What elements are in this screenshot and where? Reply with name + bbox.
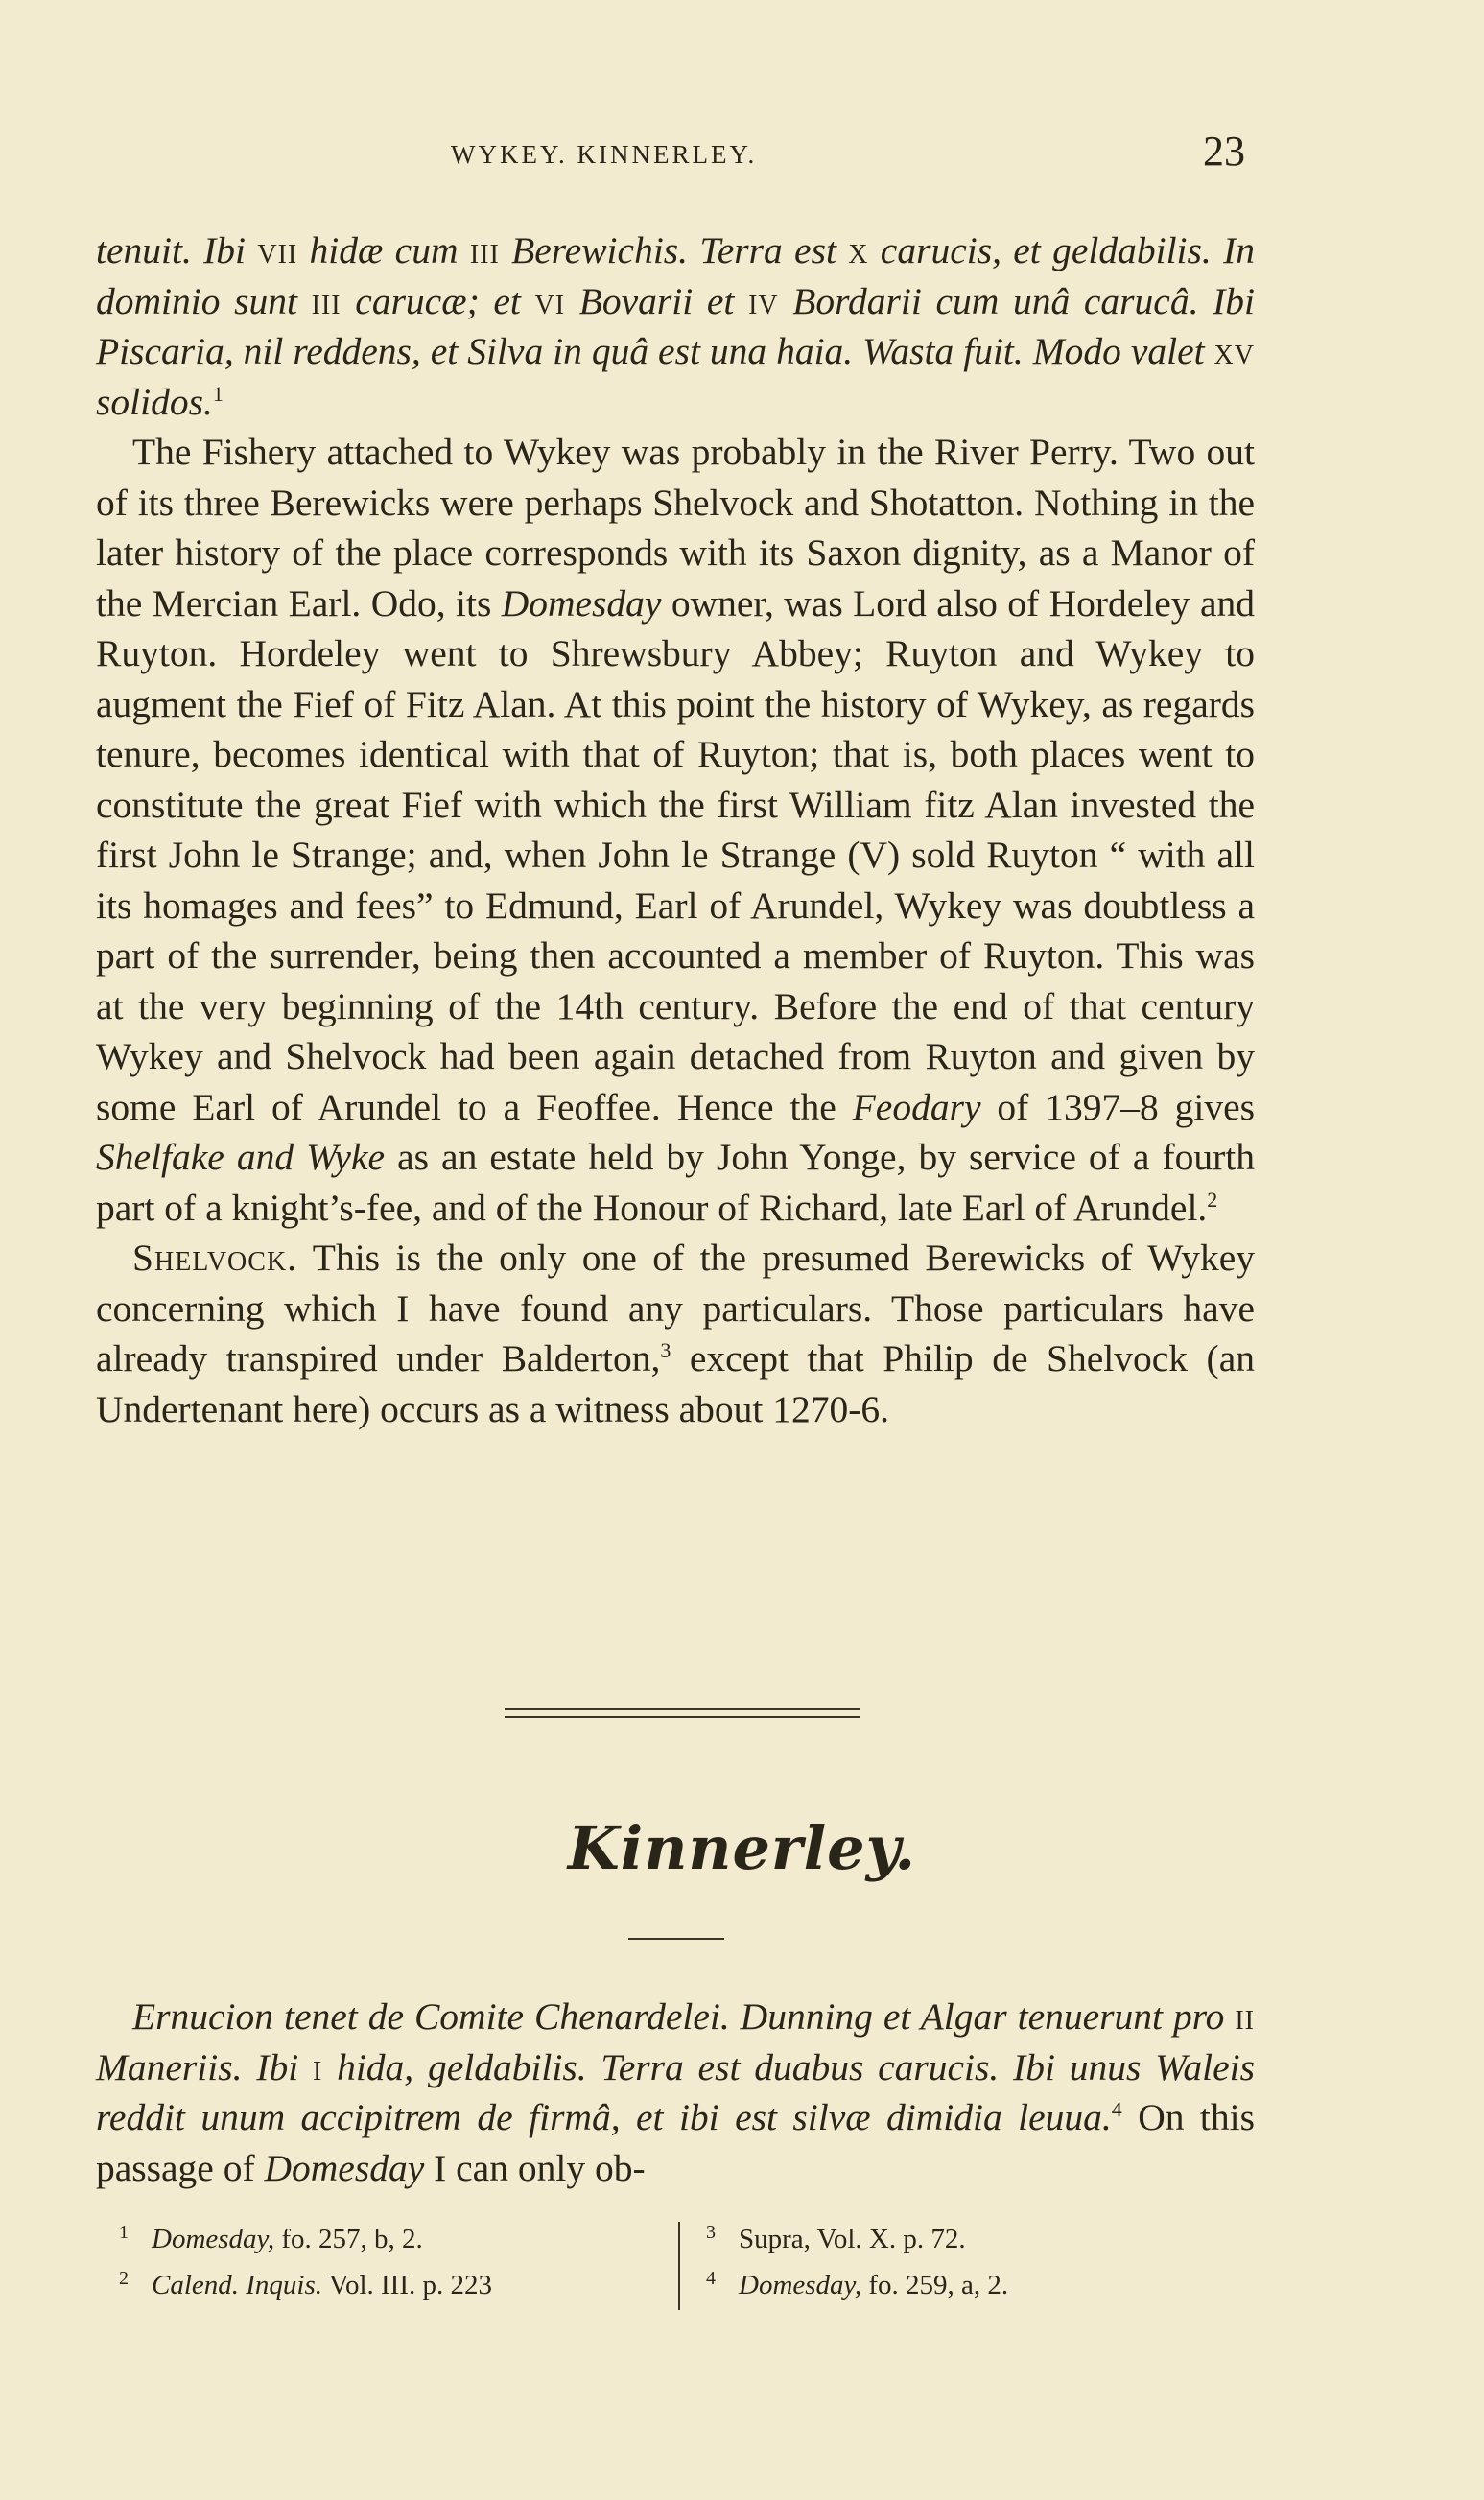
paragraph-shelvock: Shelvock. This is the only one of the presumed Berewicks of Wykey concerning which I have found any particulars. Those particulars have already transpired under Balderton,$^3$ except that Philip de Shelvock (an Undertenant here) occurs as a witness about 1270-6. xyxy=(96,1237,1255,1430)
section-heading: Kinnerley. xyxy=(567,1813,917,1883)
page-header xyxy=(0,127,1484,184)
lower-text-block xyxy=(96,1992,1255,2193)
footnote-ref-3: 3 xyxy=(660,1338,671,1362)
paragraph-wykey-history: The Fishery attached to Wykey was probably in the River Perry. Two out of its three Berewicks were perhaps Shelvock and Shotatton. Nothing in the later history of the place corresponds with its Saxon dignity, as a Manor of the Mercian Earl. Odo, its Domesday owner, was Lord also of Hordeley and Ruyton. Hordeley went to Shrewsbury Abbey; Ruyton and Wykey to augment the Fief of Fitz Alan. At this point the history of Wykey, as regards tenure, becomes identical with that of Ruyton; that is, both places went to constitute the great Fief with which the first William fitz Alan invested the first John le Strange; and, when John le Strange (V) sold Ruyton “ with all its homages and fees” to Edmund, Earl of Arundel, Wykey was doubtless a part of the surrender, being then accounted a member of Ruyton. This was at the very beginning of the 14th century. Before the end of that century Wykey and Shelvock had been again detached from Ruyton and given by some Earl of Arundel to a Feoffee. Hence the Feodary of 1397–8 gives Shelfake and Wyke as an estate held by John Yonge, by service of a fourth part of a knight’s-fee, and of the Honour of Richard, late Earl of Arundel.$^2$ xyxy=(96,431,1255,1229)
domesday-extract-kinnerley: Ernucion tenet de Comite Chenardelei. Dunning et Algar tenuerunt pro ii Maneriis. Ibi i hida, geldabilis. Terra est duabus carucis. Ibi unus Waleis reddit unum accipitrem de firmâ, et ibi est silvæ dimidia leuua.$^4$ On this passage of Domesday I can only ob- xyxy=(96,1995,1255,2189)
footnote-2: 2 Calend. Inquis. Vol. III. p. 223 xyxy=(119,2268,492,2300)
footnotes-left-column xyxy=(119,2216,492,2308)
footnotes xyxy=(0,2216,1484,2312)
running-head: WYKEY. KINNERLEY. xyxy=(451,140,758,169)
footnote-ref-2: 2 xyxy=(1207,1187,1218,1212)
footnote-divider xyxy=(678,2222,680,2310)
footnote-ref-1: 1 xyxy=(212,381,224,406)
footnote-4: 4 Domesday, fo. 259, a, 2. xyxy=(706,2268,1009,2300)
domesday-extract-wykey: tenuit. Ibi vii hidæ cum iii Berewichis. Terra est x carucis, et geldabilis. In dominio sunt iii carucæ; et vi Bovarii et iv Bordarii cum unâ carucâ. Ibi Piscaria, nil reddens, et Silva in quâ est una haia. Wasta fuit. Modo valet xv solidos.$^1$ xyxy=(96,229,1255,423)
upper-text-block xyxy=(96,225,1255,1434)
section-divider xyxy=(505,1708,860,1718)
footnote-ref-4: 4 xyxy=(1111,2097,1122,2121)
footnote-1: 1 Domesday, fo. 257, b, 2. xyxy=(119,2222,423,2254)
footnote-3: 3 Supra, Vol. X. p. 72. xyxy=(706,2222,966,2254)
page-number: 23 xyxy=(1203,128,1245,175)
heading-rule xyxy=(628,1938,724,1940)
footnotes-right-column xyxy=(706,2216,1008,2308)
